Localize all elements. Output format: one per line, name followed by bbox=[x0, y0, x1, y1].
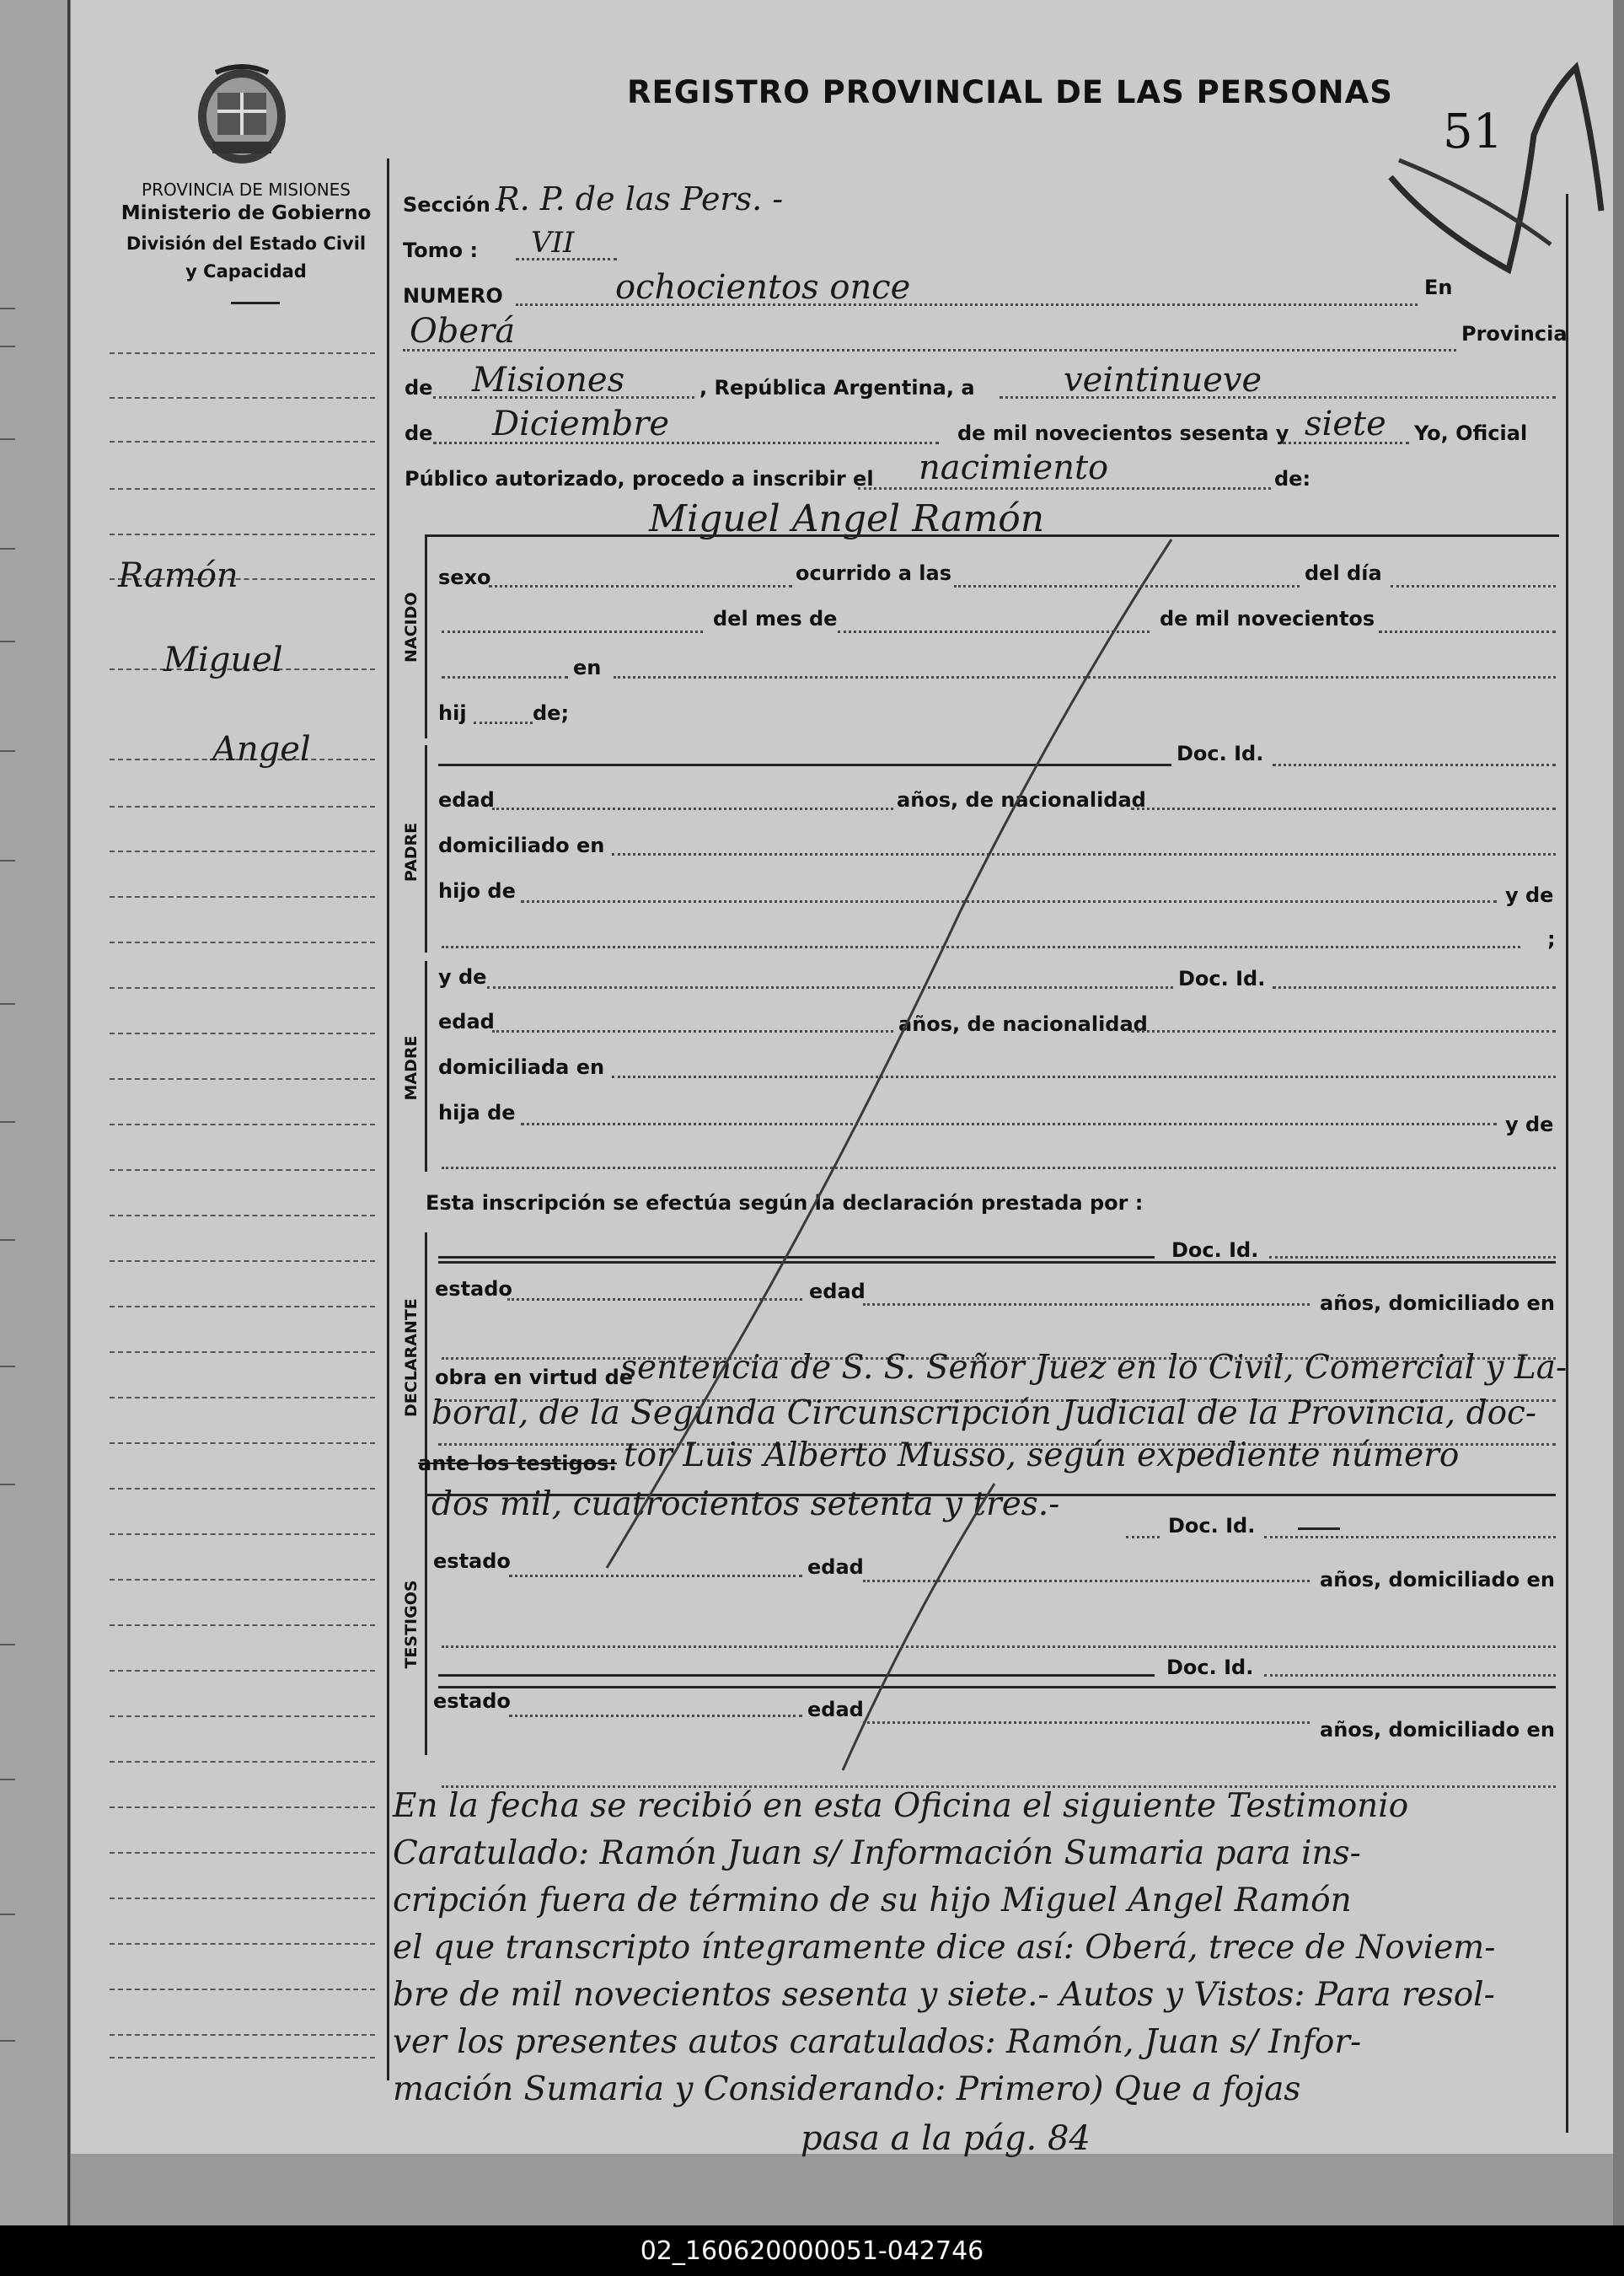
margin-line bbox=[110, 1579, 375, 1581]
margin-given-name-1: Miguel bbox=[163, 641, 283, 679]
child-name-value: Miguel Angel Ramón bbox=[649, 497, 1045, 540]
hij-line bbox=[474, 722, 533, 724]
testigos-rule bbox=[425, 1502, 427, 1755]
padre-nacionalidad-label: años, de nacionalidad bbox=[897, 788, 1146, 812]
en-label: En bbox=[1424, 276, 1453, 299]
testigo2-edad-label: edad bbox=[807, 1698, 864, 1721]
madre-hija-label: hija de bbox=[438, 1101, 516, 1125]
seccion-value: R. P. de las Pers. - bbox=[496, 180, 784, 217]
note-line-1: En la fecha se recibió en esta Oficina el siguiente Testimonio bbox=[393, 1787, 1409, 1825]
margin-line bbox=[110, 1806, 375, 1808]
margin-line bbox=[110, 1397, 375, 1398]
note-line-4: el que transcripto íntegramente dice así: Oberá, trece de Noviem- bbox=[393, 1929, 1496, 1967]
acto-line bbox=[858, 487, 1271, 490]
padre-edad-label: edad bbox=[438, 788, 495, 812]
testigos-section-label: TESTIGOS bbox=[402, 1580, 421, 1669]
testigo1-doc-label: Doc. Id. bbox=[1168, 1514, 1256, 1538]
declaracion-label: Esta inscripción se efectúa según la declaración prestada por : bbox=[426, 1191, 1144, 1215]
mil-label: de mil novecientos sesenta y bbox=[957, 421, 1289, 445]
numero-value: ochocientos once bbox=[615, 268, 911, 307]
obra-line-3: tor Luis Alberto Musso, según expediente número bbox=[624, 1436, 1460, 1474]
numero-label: NUMERO bbox=[403, 284, 503, 308]
obra-line-1: sentencia de S. S. Señor Juez en lo Civil, Comercial y La- bbox=[620, 1349, 1568, 1387]
padre-hijo-label: hijo de bbox=[438, 879, 516, 903]
margin-line bbox=[110, 896, 375, 898]
madre-nacionalidad-label: años, de nacionalidad bbox=[898, 1012, 1148, 1036]
margin-line bbox=[110, 534, 375, 535]
cancellation-stroke-icon bbox=[590, 523, 1197, 1787]
padre-doc-label: Doc. Id. bbox=[1176, 742, 1264, 765]
testigo1-edad-label: edad bbox=[807, 1555, 864, 1579]
note-line-3: cripción fuera de término de su hijo Miguel Angel Ramón bbox=[393, 1881, 1352, 1919]
mes-value: Diciembre bbox=[492, 405, 670, 443]
org-province: PROVINCIA DE MISIONES bbox=[142, 180, 351, 200]
obra-line-2: boral, de la Segunda Circunscripción Judicial de la Provincia, doc- bbox=[431, 1394, 1537, 1432]
madre-doc-line bbox=[1273, 986, 1556, 989]
document-title: REGISTRO PROVINCIAL DE LAS PERSONAS bbox=[627, 74, 1393, 110]
de-colon-label: de: bbox=[1274, 467, 1311, 491]
note-line-7: mación Sumaria y Considerando: Primero) Que a fojas bbox=[393, 2070, 1301, 2108]
mil-novecientos-label: de mil novecientos bbox=[1160, 607, 1375, 631]
hij-de-label: de; bbox=[533, 701, 570, 725]
madre-rule bbox=[425, 961, 427, 1172]
de-label: de bbox=[405, 376, 433, 400]
tomo-label: Tomo : bbox=[403, 239, 479, 262]
lugar-value: Oberá bbox=[410, 312, 516, 351]
margin-line bbox=[110, 942, 375, 943]
ocurrido-label: ocurrido a las bbox=[796, 561, 951, 585]
acto-value: nacimiento bbox=[919, 448, 1109, 487]
testigo2-doc-label: Doc. Id. bbox=[1166, 1656, 1254, 1679]
padre-domicilio-label: domiciliado en bbox=[438, 834, 605, 857]
margin-line bbox=[110, 1852, 375, 1854]
testigo2-domicilio-label: años, domiciliado en bbox=[1320, 1718, 1555, 1742]
madre-doc-label: Doc. Id. bbox=[1178, 967, 1266, 990]
org-division: División del Estado Civil bbox=[126, 234, 367, 254]
madre-yde2-label: y de bbox=[1505, 1113, 1554, 1136]
page-bottom-shadow bbox=[71, 2154, 1613, 2225]
testigo1-domicilio-label: años, domiciliado en bbox=[1320, 1568, 1555, 1592]
signature-stamp-icon bbox=[1382, 34, 1618, 312]
margin-line bbox=[110, 1169, 375, 1171]
margin-line bbox=[110, 1124, 375, 1125]
margin-line bbox=[110, 851, 375, 852]
publico-label: Público autorizado, procedo a inscribir el bbox=[405, 467, 874, 491]
margin-line bbox=[110, 1715, 375, 1717]
de-mes-label: de bbox=[405, 421, 433, 445]
margin-line bbox=[110, 806, 375, 808]
padre-rule bbox=[425, 745, 427, 953]
margin-line bbox=[110, 1943, 375, 1945]
testigo2-doc-line bbox=[1264, 1674, 1556, 1677]
seccion-label: Sección : bbox=[403, 193, 506, 217]
margin-line bbox=[110, 1898, 375, 1899]
hij-label: hij bbox=[438, 701, 467, 725]
declarante-doc-line bbox=[1269, 1256, 1556, 1259]
margin-line bbox=[110, 488, 375, 490]
nacido-rule bbox=[425, 536, 427, 738]
note-line-6: ver los presentes autos caratulados: Ramón, Juan s/ Infor- bbox=[393, 2023, 1362, 2061]
folio-number: 51 bbox=[1443, 105, 1503, 159]
org-capacity: y Capacidad bbox=[185, 261, 307, 282]
madre-domicilio-label: domiciliada en bbox=[438, 1055, 605, 1079]
testigo2-estado-label: estado bbox=[433, 1689, 511, 1713]
margin-line bbox=[110, 1078, 375, 1080]
anio-nac-line bbox=[1379, 631, 1556, 633]
obra-line-4: dos mil, cuatrocientos setenta y tres.- bbox=[431, 1485, 1060, 1523]
testigo1-doc-line bbox=[1264, 1536, 1556, 1538]
note-line-2: Caratulado: Ramón Juan s/ Información Sumaria para ins- bbox=[393, 1834, 1361, 1872]
testigo1-doc-dash bbox=[1298, 1527, 1340, 1530]
margin-line bbox=[110, 2034, 375, 2036]
lugar-pre-line bbox=[442, 676, 568, 679]
declarante-section-label: DECLARANTE bbox=[402, 1298, 421, 1417]
lugar-line bbox=[403, 349, 1456, 352]
padre-yde-label: y de bbox=[1505, 883, 1554, 907]
declarante-doc-label: Doc. Id. bbox=[1171, 1238, 1259, 1262]
right-column-rule bbox=[1566, 194, 1568, 2133]
margin-line bbox=[110, 1260, 375, 1262]
margin-line bbox=[110, 1624, 375, 1626]
del-dia-label: del día bbox=[1305, 561, 1382, 585]
madre-section-label: MADRE bbox=[402, 1035, 421, 1101]
org-ministry: Ministerio de Gobierno bbox=[121, 202, 372, 224]
adjacent-page-strip bbox=[0, 0, 70, 2225]
del-mes-label: del mes de bbox=[713, 607, 838, 631]
margin-line bbox=[110, 1215, 375, 1216]
margin-line bbox=[110, 352, 375, 354]
provincial-seal-icon bbox=[192, 61, 292, 169]
margin-line bbox=[110, 1351, 375, 1353]
margin-line bbox=[110, 987, 375, 989]
margin-line bbox=[110, 1306, 375, 1307]
margin-line bbox=[110, 1761, 375, 1763]
margin-given-name-2: Angel bbox=[212, 730, 311, 769]
margin-line bbox=[110, 1488, 375, 1490]
provincia-value: Misiones bbox=[472, 361, 625, 400]
margin-line bbox=[110, 1033, 375, 1034]
margin-line bbox=[110, 397, 375, 399]
note-continuation: pasa a la pág. 84 bbox=[801, 2119, 1091, 2158]
madre-yde-label: y de bbox=[438, 965, 487, 989]
note-line-5: bre de mil novecientos sesenta y siete.- Autos y Vistos: Para resol- bbox=[393, 1976, 1495, 2014]
anio-value: siete bbox=[1305, 405, 1386, 443]
padre-doc-line bbox=[1273, 764, 1556, 766]
testigo1-estado-label: estado bbox=[433, 1549, 511, 1573]
obra-label: obra en virtud de bbox=[435, 1366, 634, 1389]
margin-line bbox=[110, 1442, 375, 1444]
dia-value: veintinueve bbox=[1064, 361, 1262, 400]
testigos-label: ante los testigos: bbox=[418, 1452, 618, 1475]
provincia-label: Provincia bbox=[1461, 322, 1568, 346]
en-nac-label: en bbox=[573, 656, 602, 679]
declarante-estado-label: estado bbox=[435, 1277, 512, 1301]
yo-label: Yo, Oficial bbox=[1414, 421, 1528, 445]
margin-surname: Ramón bbox=[118, 556, 239, 595]
tomo-value: VII bbox=[531, 226, 575, 260]
padre-section-label: PADRE bbox=[402, 822, 421, 883]
madre-edad-label: edad bbox=[438, 1010, 495, 1033]
sexo-label: sexo bbox=[438, 566, 491, 589]
padre-semicolon: ; bbox=[1547, 927, 1556, 951]
republica-label: , República Argentina, a bbox=[699, 376, 975, 400]
declarante-domicilio-label: años, domiciliado en bbox=[1320, 1291, 1555, 1315]
margin-line bbox=[110, 441, 375, 443]
margin-line bbox=[110, 1670, 375, 1672]
image-id-footer: 02_160620000051-042746 bbox=[0, 2225, 1624, 2276]
margin-line bbox=[110, 1989, 375, 1990]
dia-nac-line bbox=[1391, 585, 1556, 588]
left-column-rule bbox=[387, 158, 389, 2080]
margin-line bbox=[110, 1533, 375, 1535]
nacido-section-label: NACIDO bbox=[402, 592, 421, 663]
org-underline bbox=[231, 302, 280, 304]
margin-line bbox=[110, 2057, 375, 2059]
declarante-edad-label: edad bbox=[809, 1280, 866, 1303]
